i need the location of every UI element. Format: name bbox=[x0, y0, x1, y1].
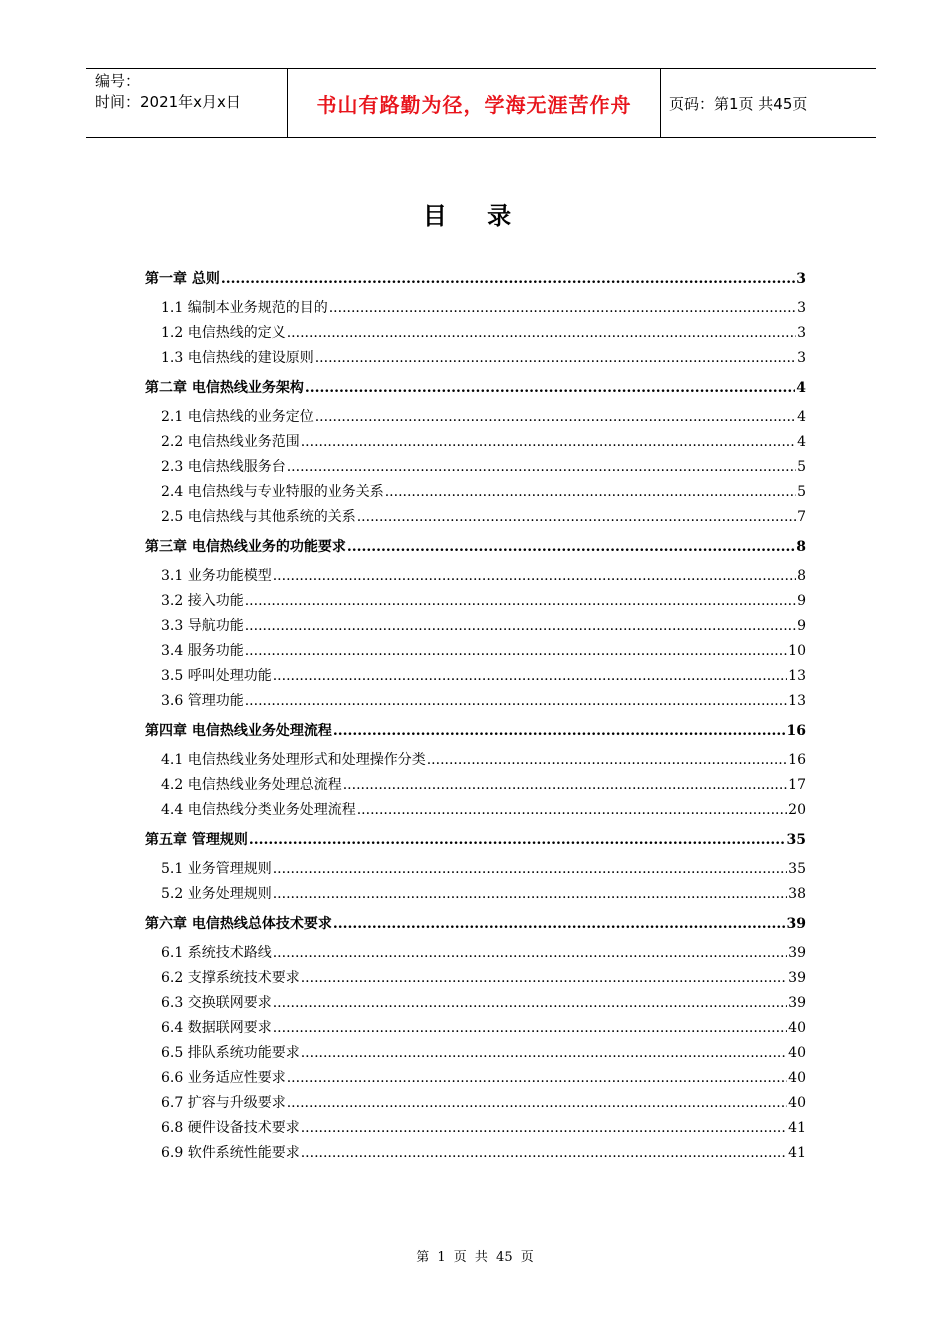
toc-section[interactable] bbox=[145, 405, 806, 430]
header-number-label: 编号： bbox=[95, 72, 141, 90]
toc-section[interactable] bbox=[145, 614, 806, 639]
toc-section-label: 2.3 电信热线服务台 bbox=[161, 459, 286, 475]
toc-section[interactable] bbox=[145, 1141, 806, 1166]
toc-chapter[interactable] bbox=[145, 262, 806, 296]
toc-page-number: 4 bbox=[797, 434, 806, 450]
toc-section[interactable] bbox=[145, 1116, 806, 1141]
toc-page-number: 41 bbox=[788, 1145, 806, 1161]
toc-page-number: 39 bbox=[786, 916, 806, 932]
toc-leader bbox=[273, 941, 787, 966]
toc-leader bbox=[287, 1066, 787, 1091]
toc-section[interactable] bbox=[145, 1016, 806, 1041]
toc-leader bbox=[333, 714, 786, 748]
toc-section-label: 1.1 编制本业务规范的目的 bbox=[161, 300, 328, 316]
toc-page-number: 38 bbox=[788, 886, 806, 902]
toc-page-number: 10 bbox=[788, 643, 806, 659]
toc-page-number: 20 bbox=[788, 802, 806, 818]
toc-page-number: 13 bbox=[788, 693, 806, 709]
toc-leader bbox=[329, 296, 796, 321]
toc-leader bbox=[245, 614, 796, 639]
toc-section[interactable] bbox=[145, 798, 806, 823]
toc-leader bbox=[301, 430, 796, 455]
toc-section-label: 3.3 导航功能 bbox=[161, 618, 244, 634]
toc-page-number: 3 bbox=[797, 325, 806, 341]
toc-leader bbox=[273, 882, 787, 907]
toc-section-label: 4.4 电信热线分类业务处理流程 bbox=[161, 802, 356, 818]
header-date: 时间：2021年x月x日 bbox=[95, 93, 241, 111]
toc-page-number: 8 bbox=[797, 568, 806, 584]
toc-page-number: 41 bbox=[788, 1120, 806, 1136]
toc-leader bbox=[245, 639, 787, 664]
toc-chapter-label: 第四章 电信热线业务处理流程 bbox=[145, 723, 332, 739]
toc-section-label: 1.3 电信热线的建设原则 bbox=[161, 350, 314, 366]
toc-section-label: 5.2 业务处理规则 bbox=[161, 886, 272, 902]
toc-leader bbox=[347, 530, 795, 564]
page-header bbox=[86, 68, 876, 138]
toc-section[interactable] bbox=[145, 664, 806, 689]
toc-section-label: 2.5 电信热线与其他系统的关系 bbox=[161, 509, 356, 525]
toc-leader bbox=[427, 748, 787, 773]
toc-leader bbox=[273, 664, 787, 689]
page-footer: 第 1 页 共 45 页 bbox=[416, 1250, 534, 1265]
toc-page-number: 40 bbox=[788, 1070, 806, 1086]
toc-section[interactable] bbox=[145, 564, 806, 589]
toc-leader bbox=[301, 1041, 787, 1066]
toc-section-label: 2.4 电信热线与专业特服的业务关系 bbox=[161, 484, 384, 500]
toc-section[interactable] bbox=[145, 857, 806, 882]
header-page-info: 页码：第1页 共45页 bbox=[669, 94, 808, 113]
toc-section-label: 3.1 业务功能模型 bbox=[161, 568, 272, 584]
toc-leader bbox=[221, 262, 795, 296]
toc-page-number: 3 bbox=[797, 350, 806, 366]
toc-section[interactable] bbox=[145, 480, 806, 505]
toc-leader bbox=[305, 371, 795, 405]
toc-chapter[interactable] bbox=[145, 530, 806, 564]
toc-section[interactable] bbox=[145, 966, 806, 991]
toc-page-number: 16 bbox=[788, 752, 806, 768]
toc-page-number: 5 bbox=[797, 484, 806, 500]
toc-section[interactable] bbox=[145, 748, 806, 773]
toc-page-number: 39 bbox=[788, 945, 806, 961]
toc-section-label: 3.2 接入功能 bbox=[161, 593, 244, 609]
toc-chapter-label: 第一章 总则 bbox=[145, 271, 220, 287]
toc-section-label: 3.4 服务功能 bbox=[161, 643, 244, 659]
toc-leader bbox=[287, 321, 796, 346]
toc-leader bbox=[333, 907, 786, 941]
toc-chapter-label: 第三章 电信热线业务的功能要求 bbox=[145, 539, 346, 555]
toc-section[interactable] bbox=[145, 991, 806, 1016]
toc-section[interactable] bbox=[145, 346, 806, 371]
toc-page-number: 7 bbox=[797, 509, 806, 525]
toc-leader bbox=[287, 1091, 787, 1116]
toc-section-label: 6.3 交换联网要求 bbox=[161, 995, 272, 1011]
toc-page-number: 17 bbox=[788, 777, 806, 793]
toc-section-label: 3.5 呼叫处理功能 bbox=[161, 668, 272, 684]
toc-section-label: 6.8 硬件设备技术要求 bbox=[161, 1120, 300, 1136]
toc-section-label: 6.4 数据联网要求 bbox=[161, 1020, 272, 1036]
toc-chapter[interactable] bbox=[145, 714, 806, 748]
toc-section-label: 6.2 支撑系统技术要求 bbox=[161, 970, 300, 986]
toc-page-number: 40 bbox=[788, 1045, 806, 1061]
toc-page-number: 8 bbox=[796, 539, 806, 555]
toc-chapter-label: 第五章 管理规则 bbox=[145, 832, 248, 848]
toc-chapter[interactable] bbox=[145, 371, 806, 405]
toc-section[interactable] bbox=[145, 639, 806, 664]
toc-leader bbox=[315, 346, 796, 371]
toc-leader bbox=[245, 589, 796, 614]
toc-leader bbox=[273, 1016, 787, 1041]
toc-leader bbox=[301, 1141, 787, 1166]
toc-leader bbox=[249, 823, 786, 857]
toc-page-number: 3 bbox=[797, 300, 806, 316]
toc-leader bbox=[343, 773, 787, 798]
toc-section[interactable] bbox=[145, 589, 806, 614]
toc-leader bbox=[357, 505, 796, 530]
toc-page-number: 4 bbox=[797, 409, 806, 425]
toc-page-number: 5 bbox=[797, 459, 806, 475]
toc-page-number: 35 bbox=[786, 832, 806, 848]
toc-leader bbox=[245, 689, 787, 714]
toc-page-number: 4 bbox=[796, 380, 806, 396]
toc-section[interactable] bbox=[145, 505, 806, 530]
toc-leader bbox=[385, 480, 796, 505]
toc-leader bbox=[315, 405, 796, 430]
toc-section[interactable] bbox=[145, 296, 806, 321]
toc-section[interactable] bbox=[145, 1041, 806, 1066]
toc-section-label: 6.7 扩容与升级要求 bbox=[161, 1095, 286, 1111]
toc-section[interactable] bbox=[145, 1091, 806, 1116]
toc-chapter[interactable] bbox=[145, 823, 806, 857]
toc-page-number: 39 bbox=[788, 970, 806, 986]
toc-leader bbox=[301, 1116, 787, 1141]
toc-leader bbox=[273, 857, 787, 882]
toc-section-label: 5.1 业务管理规则 bbox=[161, 861, 272, 877]
toc-title: 目 录 bbox=[422, 202, 528, 230]
toc-chapter[interactable] bbox=[145, 907, 806, 941]
toc-section-label: 2.2 电信热线业务范围 bbox=[161, 434, 300, 450]
toc-section[interactable] bbox=[145, 1066, 806, 1091]
header-meta bbox=[86, 69, 288, 137]
toc-section[interactable] bbox=[145, 941, 806, 966]
toc-section-label: 1.2 电信热线的定义 bbox=[161, 325, 286, 341]
toc-leader bbox=[301, 966, 787, 991]
table-of-contents bbox=[145, 262, 806, 1166]
toc-section-label: 6.9 软件系统性能要求 bbox=[161, 1145, 300, 1161]
toc-leader bbox=[287, 455, 796, 480]
toc-section-label: 3.6 管理功能 bbox=[161, 693, 244, 709]
toc-page-number: 9 bbox=[797, 593, 806, 609]
toc-section[interactable] bbox=[145, 689, 806, 714]
toc-leader bbox=[273, 991, 787, 1016]
toc-page-number: 35 bbox=[788, 861, 806, 877]
toc-page-number: 3 bbox=[796, 271, 806, 287]
toc-leader bbox=[273, 564, 796, 589]
toc-page-number: 9 bbox=[797, 618, 806, 634]
toc-section[interactable] bbox=[145, 773, 806, 798]
toc-page-number: 13 bbox=[788, 668, 806, 684]
toc-section-label: 2.1 电信热线的业务定位 bbox=[161, 409, 314, 425]
toc-page-number: 40 bbox=[788, 1095, 806, 1111]
toc-chapter-label: 第二章 电信热线业务架构 bbox=[145, 380, 304, 396]
toc-chapter-label: 第六章 电信热线总体技术要求 bbox=[145, 916, 332, 932]
header-motto: 书山有路勤为径，学海无涯苦作舟 bbox=[288, 69, 661, 137]
toc-page-number: 39 bbox=[788, 995, 806, 1011]
toc-section[interactable] bbox=[145, 455, 806, 480]
toc-section-label: 6.5 排队系统功能要求 bbox=[161, 1045, 300, 1061]
toc-leader bbox=[357, 798, 787, 823]
toc-page-number: 16 bbox=[786, 723, 806, 739]
toc-section-label: 4.1 电信热线业务处理形式和处理操作分类 bbox=[161, 752, 426, 768]
toc-section-label: 4.2 电信热线业务处理总流程 bbox=[161, 777, 342, 793]
toc-page-number: 40 bbox=[788, 1020, 806, 1036]
toc-section[interactable] bbox=[145, 321, 806, 346]
toc-section[interactable] bbox=[145, 430, 806, 455]
toc-section-label: 6.1 系统技术路线 bbox=[161, 945, 272, 961]
toc-section[interactable] bbox=[145, 882, 806, 907]
toc-section-label: 6.6 业务适应性要求 bbox=[161, 1070, 286, 1086]
